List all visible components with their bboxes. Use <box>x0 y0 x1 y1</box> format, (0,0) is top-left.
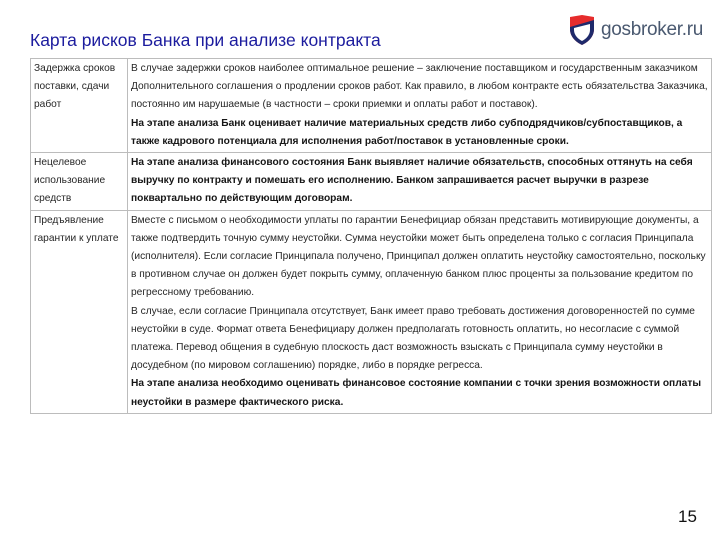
risk-description-continued: В случае, если согласие Принципала отсутствует, Банк имеет право требовать достижения договоренностей по сумме неустойки в суде. Формат ответа Бенефициару должен предполагать готовность оплатить, но несогласие с суммой платежа. Перевод общения в судебную плоскость даст возможность взыскать с Принципала сумму неустойки в досудебном (по мировом соглашению) порядке, либо в порядке регресса. <box>131 305 695 372</box>
risk-description-cell <box>128 59 712 153</box>
bank-analysis-note: На этапе анализа Банк оценивает наличие материальных средств либо субподрядчиков/субпоставщиков, а также кадрового потенциала для исполнения работ/поставок в установленные сроки. <box>131 117 683 147</box>
risk-table <box>30 58 712 414</box>
brand-logo[interactable] <box>568 12 703 48</box>
shield-icon <box>568 14 596 46</box>
risk-name-cell <box>31 59 128 153</box>
risk-name-cell <box>31 210 128 413</box>
page-number: 15 <box>678 507 697 526</box>
risk-description-cell <box>128 153 712 211</box>
risk-name: Задержка сроков поставки, сдачи работ <box>34 63 116 111</box>
table-row <box>31 59 712 153</box>
table-row <box>31 210 712 413</box>
logo-text: gosbroker.ru <box>601 19 704 40</box>
risk-description-cell <box>128 210 712 413</box>
risk-name-cell <box>31 153 128 211</box>
page-title: Карта рисков Банка при анализе контракта <box>30 30 381 50</box>
table-row <box>31 153 712 211</box>
bank-analysis-note: На этапе анализа необходимо оценивать финансовое состояние компании с точки зрения возможности оплаты неустойки в размере фактического риска. <box>131 378 702 408</box>
risk-description: Вместе с письмом о необходимости уплаты по гарантии Бенефициар обязан представить мотивирующие документы, а также подтвердить точную сумму неустойки. Сумма неустойки может быть определена только с согласия Принципала (исполнителя). Если согласие Принципала получено, Принципал должен оплатить неустойку самостоятельно, поскольку в противном случае он должен будет покрыть сумму, оплаченную банком плюс проценты за пользование кредитом по регрессному требованию. <box>131 214 706 299</box>
risk-description: В случае задержки сроков наиболее оптимальное решение – заключение поставщиком и государственным заказчиком Дополнительного соглашения о продлении сроков работ. Как правило, в любом контракте есть обязательства Заказчика, постоянно им нарушаемые (в частности – сроки приемки и оплаты работ и поставок). <box>131 63 708 111</box>
risk-name: Нецелевое использование средств <box>34 157 106 205</box>
risk-name: Предъявление гарантии к уплате <box>34 214 119 244</box>
bank-analysis-note: На этапе анализа финансового состояния Банк выявляет наличие обязательств, способных оттянуть на себя выручку по контракту и помешать его исполнению. Банком запрашивается расчет выручки в разрезе поквартально по действующим договорам. <box>131 157 693 205</box>
